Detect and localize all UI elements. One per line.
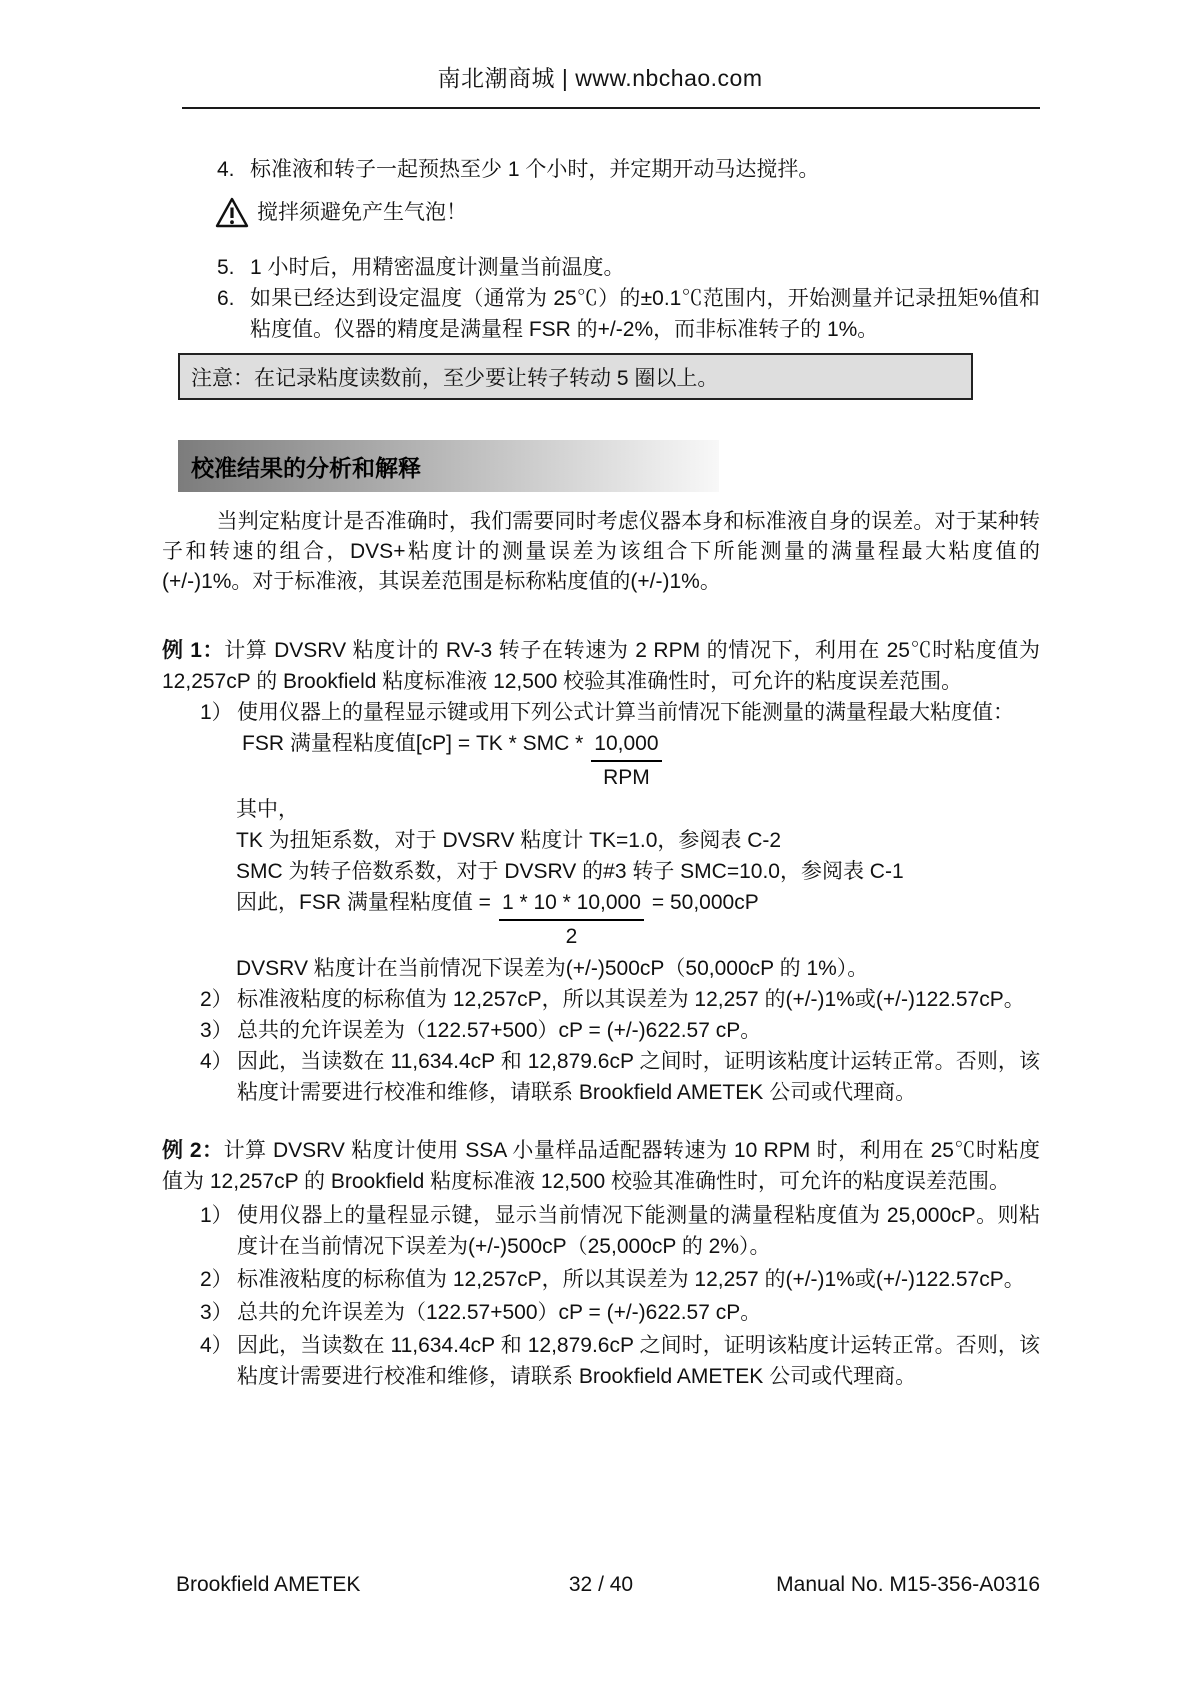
sub-item-number: 4） (200, 1334, 233, 1357)
step-number: 5. (217, 256, 235, 279)
sub-item-number: 2） (200, 1268, 233, 1291)
header-divider (182, 107, 1040, 109)
intro-paragraph: 当判定粘度计是否准确时，我们需要同时考虑仪器本身和标准液自身的误差。对于某种转子和转速的组合，DVS+粘度计的测量误差为该组合下所能测量的满量程最大粘度值的(+/-)1%。对于标准液，其误差范围是标称粘度值的(+/-)1%。 (162, 510, 1040, 593)
fraction-numerator: 1 * 10 * 10,000 (499, 887, 644, 921)
sub-item-number: 4） (200, 1050, 233, 1073)
example2-heading (162, 1135, 1040, 1197)
step-item-4 (162, 154, 1040, 185)
sub-item-number: 1） (200, 701, 233, 724)
step-text: 1 小时后，用精密温度计测量当前温度。 (250, 256, 625, 279)
example1-heading (162, 635, 1040, 697)
smc-definition: SMC 为转子倍数系数，对于 DVSRV 的#3 转子 SMC=10.0，参阅表 C-1 (236, 860, 904, 883)
example2-item-1 (162, 1200, 1040, 1262)
formula-fraction (591, 728, 661, 794)
formula-fraction (499, 887, 644, 953)
fraction-denominator: 2 (565, 925, 578, 948)
sub-item-number: 1） (200, 1204, 233, 1227)
sub-item-text: 使用仪器上的量程显示键或用下列公式计算当前情况下能测量的满量程最大粘度值： (237, 701, 1014, 724)
footer-manual-number: Manual No. M15-356-A0316 (776, 1573, 1040, 1596)
example2-item-2 (162, 1264, 1040, 1295)
example1-item-1 (162, 697, 1040, 728)
formula-lhs: 因此，FSR 满量程粘度值 = (236, 891, 491, 914)
sub-item-text: 因此，当读数在 11,634.4cP 和 12,879.6cP 之间时，证明该粘度计运转正常。否则，该粘度计需要进行校准和维修，请联系 Brookfield AMETEK 公司或代理商。 (237, 1050, 1040, 1104)
formula-rhs: = 50,000cP (651, 891, 759, 914)
example2-label: 例 2： (162, 1139, 224, 1162)
fsr-formula (242, 728, 1040, 794)
example1-intro: 计算 DVSRV 粘度计的 RV-3 转子在转速为 2 RPM 的情况下，利用在 25℃时粘度值为 12,257cP 的 Brookfield 粘度标准液 12,500 校验其准确性时，可允许的粘度误差范围。 (162, 639, 1040, 693)
note-box (178, 353, 973, 400)
sub-item-text: 因此，当读数在 11,634.4cP 和 12,879.6cP 之间时，证明该粘度计运转正常。否则，该粘度计需要进行校准和维修，请联系 Brookfield AMETEK 公司或代理商。 (237, 1334, 1040, 1388)
warning-row (215, 192, 1040, 232)
sub-item-number: 3） (200, 1301, 233, 1324)
section-header-bar (178, 440, 719, 492)
fraction-numerator: 10,000 (591, 728, 661, 762)
example2-item-4 (162, 1330, 1040, 1392)
example1-item-3 (162, 1015, 1040, 1046)
sub-item-number: 2） (200, 988, 233, 1011)
step-number: 6. (217, 287, 235, 310)
sub-item-text: 总共的允许误差为（122.57+500）cP = (+/-)622.57 cP。 (237, 1301, 762, 1324)
example2-item-3 (162, 1297, 1040, 1328)
example1-result: DVSRV 粘度计在当前情况下误差为(+/-)500cP（50,000cP 的 1%）。 (236, 957, 869, 980)
warning-triangle-icon (215, 197, 249, 228)
sub-item-text: 标准液粘度的标称值为 12,257cP，所以其误差为 12,257 的(+/-)1%或(+/-)122.57cP。 (237, 1268, 1025, 1291)
formula-lhs: FSR 满量程粘度值[cP] = TK * SMC * (242, 732, 584, 755)
note-text: 注意：在记录粘度读数前，至少要让转子转动 5 圈以上。 (191, 366, 719, 390)
page-footer (162, 1570, 1040, 1600)
sub-item-text: 标准液粘度的标称值为 12,257cP，所以其误差为 12,257 的(+/-)1%或(+/-)122.57cP。 (237, 988, 1025, 1011)
step-number: 4. (217, 158, 235, 181)
sub-item-text: 使用仪器上的量程显示键，显示当前情况下能测量的满量程粘度值为 25,000cP。则粘度计在当前情况下误差为(+/-)500cP（25,000cP 的 2%）。 (237, 1204, 1040, 1258)
example2-intro: 计算 DVSRV 粘度计使用 SSA 小量样品适配器转速为 10 RPM 时，利用在 25℃时粘度值为 12,257cP 的 Brookfield 粘度标准液 12,500 校验其准确性时，可允许的粘度误差范围。 (162, 1139, 1040, 1193)
step-item-6 (162, 283, 1040, 345)
sub-item-text: 总共的允许误差为（122.57+500）cP = (+/-)622.57 cP。 (237, 1019, 762, 1042)
section-title: 校准结果的分析和解释 (191, 454, 421, 481)
where-label: 其中， (236, 798, 299, 821)
site-header: 南北潮商城 | www.nbchao.com (437, 65, 763, 91)
example1-item-4 (162, 1046, 1040, 1108)
tk-definition: TK 为扭矩系数，对于 DVSRV 粘度计 TK=1.0，参阅表 C-2 (236, 829, 782, 852)
footer-page-number: 32 / 40 (568, 1573, 634, 1596)
step-item-5 (162, 252, 1040, 283)
step-text: 标准液和转子一起预热至少 1 个小时，并定期开动马达搅拌。 (250, 158, 820, 181)
example1-item-2 (162, 984, 1040, 1015)
example1-label: 例 1： (162, 639, 225, 662)
page-content (162, 154, 1040, 1392)
fraction-denominator: RPM (603, 766, 650, 789)
step-text: 如果已经达到设定温度（通常为 25℃）的±0.1℃范围内，开始测量并记录扭矩%值和粘度值。仪器的精度是满量程 FSR 的+/-2%，而非标准转子的 1%。 (250, 287, 1040, 341)
fsr-calculation (236, 887, 1040, 953)
footer-company: Brookfield AMETEK (176, 1573, 361, 1596)
warning-text: 搅拌须避免产生气泡！ (257, 200, 467, 224)
sub-item-number: 3） (200, 1019, 233, 1042)
